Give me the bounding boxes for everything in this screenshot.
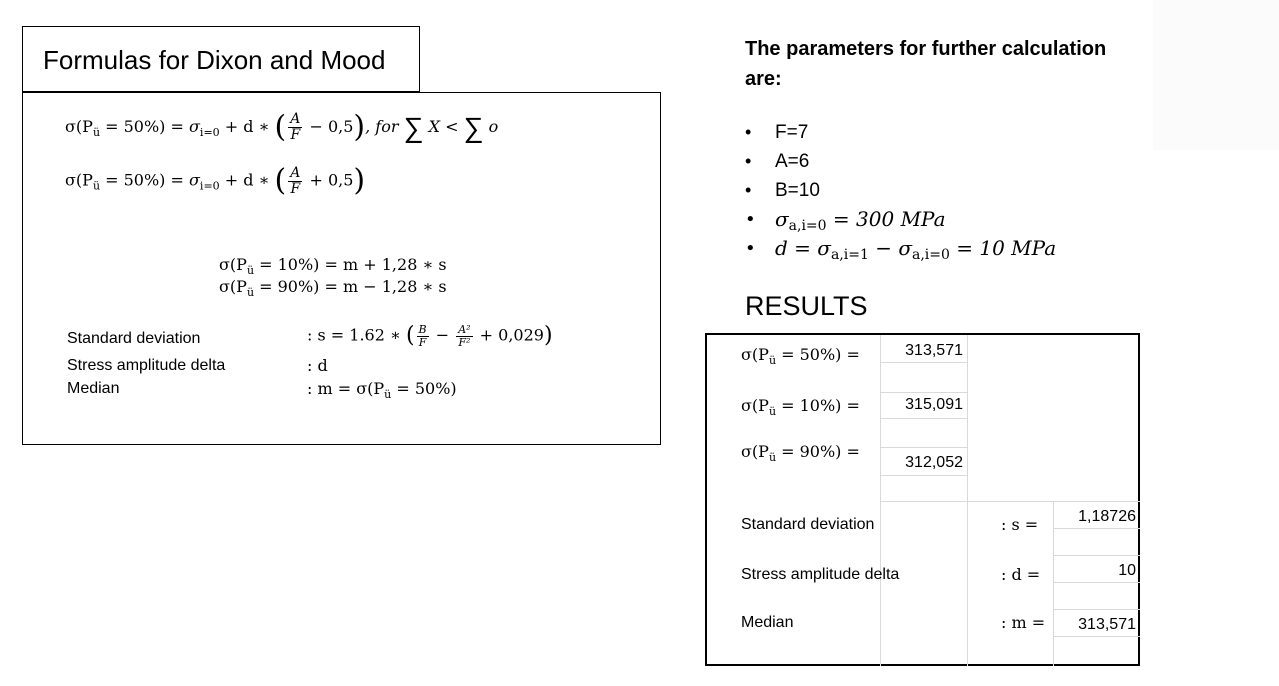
grid-line xyxy=(1053,555,1140,556)
grid-line xyxy=(880,501,1140,502)
def-label-delta: Stress amplitude delta xyxy=(67,357,226,374)
param-item: • B=10 xyxy=(745,176,1056,205)
results-heading: RESULTS xyxy=(745,291,868,321)
grid-line xyxy=(1053,636,1140,637)
formula-90: $\sigma(P_ü = 90\%) = m - 1,28$ ∗ s xyxy=(219,277,447,299)
result-value-50: 313,571 xyxy=(905,342,963,359)
def-expr-delta: : d xyxy=(307,356,328,375)
grid-line xyxy=(880,418,967,419)
stat-symbol-delta: : d = xyxy=(1001,565,1041,584)
grid-line xyxy=(967,335,968,501)
formulas-panel xyxy=(22,92,661,445)
results-table xyxy=(705,333,1140,666)
stat-value-delta: 10 xyxy=(1118,562,1136,579)
formula-50-lower: $\sigma(P_ü = 50\%) = \sigma_{i=0} + d$ ∗ ( $\frac{A}{F}$ − 0,5), for ∑ X < ∑ o xyxy=(65,109,499,145)
grid-line xyxy=(880,447,967,448)
param-item: • A=6 xyxy=(745,147,1056,176)
stat-label-delta: Stress amplitude delta xyxy=(741,566,900,583)
formula-50-upper: $\sigma(P_ü = 50\%) = \sigma_{i=0} + d$ ∗ ( $\frac{A}{F}$ + 0,5) xyxy=(65,163,366,199)
formulas-title: Formulas for Dixon and Mood xyxy=(22,26,420,92)
def-label-stddev: Standard deviation xyxy=(67,330,201,347)
stat-symbol-stddev: : s = xyxy=(1001,515,1039,534)
grid-line xyxy=(1053,609,1140,610)
background-patch xyxy=(1153,0,1279,150)
formula-10: $\sigma(P_ü = 10\%) = m + 1,28$ ∗ s xyxy=(219,255,447,277)
params-heading: The parameters for further calculation are: xyxy=(745,38,1107,90)
stat-value-median: 313,571 xyxy=(1078,616,1136,633)
def-expr-median: : $m = \sigma(P_ü = 50\%)$ xyxy=(307,379,457,401)
param-item-sigma: • $\sigma_{a,i=0} = 300$ MPa xyxy=(745,205,1056,234)
grid-line xyxy=(1053,501,1054,666)
result-formula-90: $\sigma(P_ü = 90\%)$ = xyxy=(741,442,860,464)
grid-line xyxy=(967,501,968,666)
def-label-median: Median xyxy=(67,380,120,397)
grid-line xyxy=(1053,582,1140,583)
result-value-10: 315,091 xyxy=(905,396,963,413)
stat-label-median: Median xyxy=(741,614,794,631)
grid-line xyxy=(880,392,967,393)
grid-line xyxy=(1053,528,1140,529)
param-item-d: • $d = \sigma_{a,i=1} - \sigma_{a,i=0} = 10$ MPa xyxy=(745,234,1056,263)
stat-symbol-median: : m = xyxy=(1001,613,1046,632)
def-expr-stddev: : s = 1.62 ∗ ( $\frac{B}{F}$ − $\frac{\text{A²}}{\text{F²}}$ + 0,029) xyxy=(307,323,553,349)
grid-line xyxy=(880,475,967,476)
grid-line xyxy=(880,362,967,363)
param-item: • F=7 xyxy=(745,118,1056,147)
result-formula-10: $\sigma(P_ü = 10\%)$ = xyxy=(741,396,860,418)
result-formula-50: $\sigma(P_ü = 50\%)$ = xyxy=(741,345,860,367)
result-value-90: 312,052 xyxy=(905,454,963,471)
stat-value-stddev: 1,18726 xyxy=(1078,508,1136,525)
params-list xyxy=(745,118,1056,263)
stat-label-stddev: Standard deviation xyxy=(741,516,875,533)
